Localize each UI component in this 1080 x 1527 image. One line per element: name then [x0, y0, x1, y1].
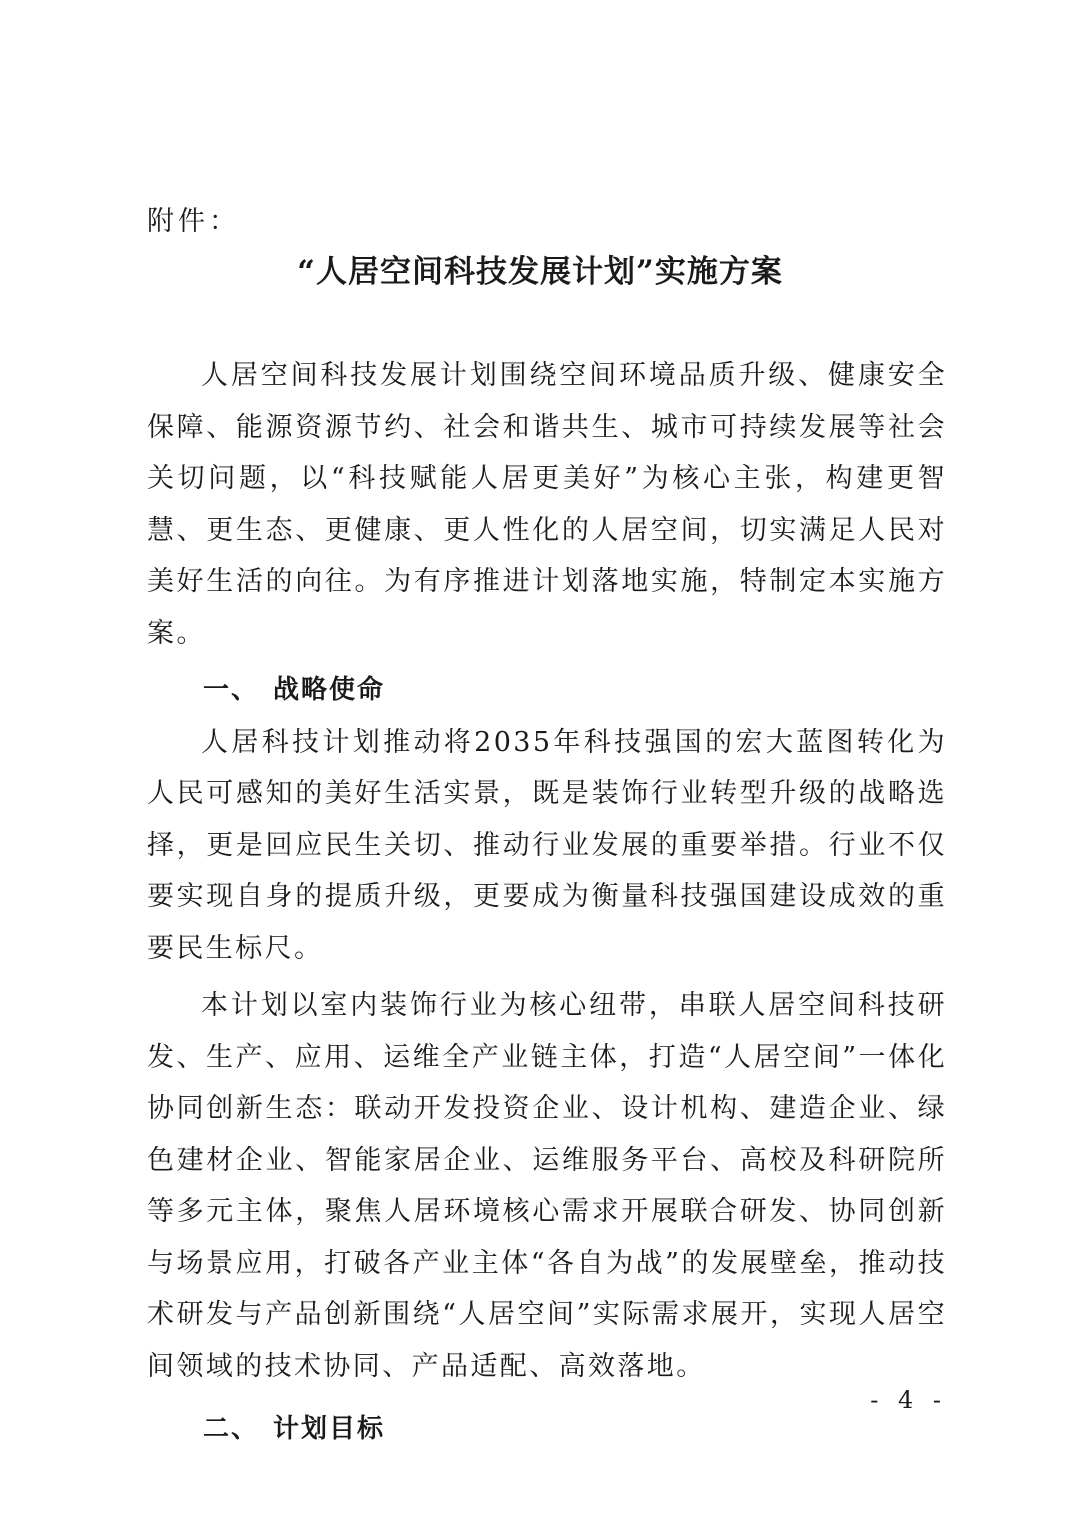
section-heading-2: [147, 1404, 947, 1456]
section-1-paragraph-2: 本计划以室内装饰行业为核心纽带，串联人居空间科技研发、生产、应用、运维全产业链主体，打造“人居空间”一体化协同创新生态：联动开发投资企业、设计机构、建造企业、绿色建材企业、智能家居企业、运维服务平台、高校及科研院所等多元主体，聚焦人居环境核心需求开展联合研发、协同创新与场景应用，打破各产业主体“各自为战”的发展壁垒，推动技术研发与产品创新围绕“人居空间”实际需求展开，实现人居空间领域的技术协同、产品适配、高效落地。: [147, 990, 947, 1382]
section-1-paragraph-1: 人居科技计划推动将2035年科技强国的宏大蓝图转化为人民可感知的美好生活实景，既是装饰行业转型升级的战略选择，更是回应民生关切、推动行业发展的重要举措。行业不仅要实现自身的提质升级，更要成为衡量科技强国建设成效的重要民生标尺。: [147, 726, 947, 964]
intro-paragraph: 人居空间科技发展计划围绕空间环境品质升级、健康安全保障、能源资源节约、社会和谐共生、城市可持续发展等社会关切问题，以“科技赋能人居更美好”为核心主张，构建更智慧、更生态、更健康、更人性化的人居空间，切实满足人民对美好生活的向往。为有序推进计划落地实施，特制定本实施方案。: [147, 360, 947, 649]
section-title-1: 战略使命: [273, 675, 386, 705]
document-body: [147, 350, 947, 1456]
section-heading-1: [147, 665, 947, 717]
section-title-2: 计划目标: [273, 1414, 386, 1444]
page-number: - 4 -: [870, 1386, 947, 1414]
document-title: “人居空间科技发展计划”实施方案: [297, 254, 783, 290]
section-number-2: 二、: [203, 1414, 260, 1444]
attachment-label: 附件：: [147, 206, 240, 237]
section-number-1: 一、: [203, 675, 260, 705]
